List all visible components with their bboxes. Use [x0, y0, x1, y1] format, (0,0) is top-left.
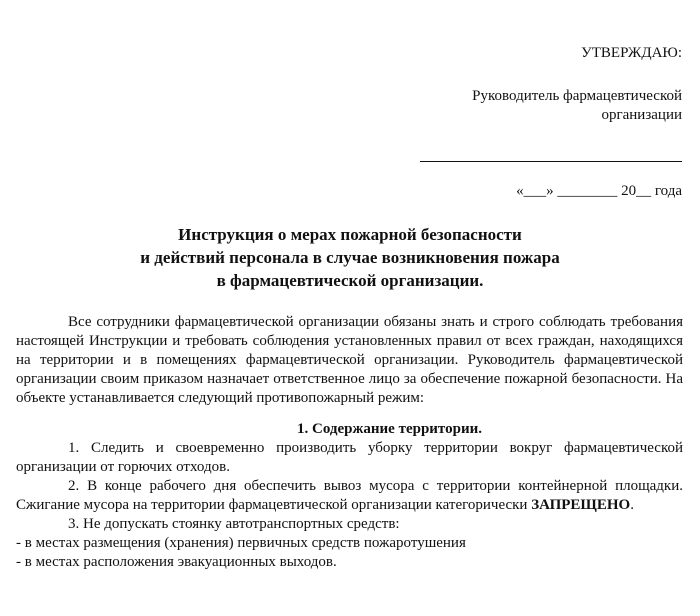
title-line-2: и действий персонала в случае возникновения пожара [140, 248, 560, 267]
item-2-emphasis: ЗАПРЕЩЕНО [531, 497, 631, 513]
document-body [16, 313, 683, 572]
section-1-item-2 [16, 477, 683, 515]
section-1-bullet-1: - в местах размещения (хранения) первичных средств пожаротушения [16, 535, 466, 551]
approval-position-line2: организации [601, 107, 682, 123]
approval-block [402, 44, 682, 125]
title-line-3: в фармацевтической организации. [216, 271, 484, 290]
title-line-1: Инструкция о мерах пожарной безопасности [178, 225, 522, 244]
intro-paragraph: Все сотрудники фармацевтической организации обязаны знать и строго соблюдать требования настоящей Инструкции и требовать соблюдения установленных правил от всех граждан, находящихся на территории и в помещениях фармацевтической организации. Руководитель фармацевтической организации своим приказом назначает ответственное лицо за обеспечение пожарной безопасности. На объекте устанавливается следующий противопожарный режим: [16, 314, 683, 406]
section-1-item-1: 1. Следить и своевременно производить уборку территории вокруг фармацевтической организации от горючих отходов. [16, 440, 683, 475]
item-2-end: . [630, 497, 634, 513]
document-title [0, 223, 700, 292]
approval-date-line: «___» ________ 20__ года [516, 183, 682, 199]
approval-position-line1: Руководитель фармацевтической [472, 88, 682, 104]
section-1-item-3: 3. Не допускать стоянку автотранспортных средств: [68, 516, 400, 532]
item-2-text: 2. В конце рабочего дня обеспечить вывоз мусора с территории контейнерной площадки. Сжигание мусора на территории фармацевтической организации категорически [16, 478, 683, 513]
signature-line [420, 161, 682, 162]
approval-heading: УТВЕРЖДАЮ: [581, 45, 682, 61]
section-1-bullet-2: - в местах расположения эвакуационных выходов. [16, 554, 337, 570]
section-1-heading: 1. Содержание территории. [297, 421, 482, 437]
